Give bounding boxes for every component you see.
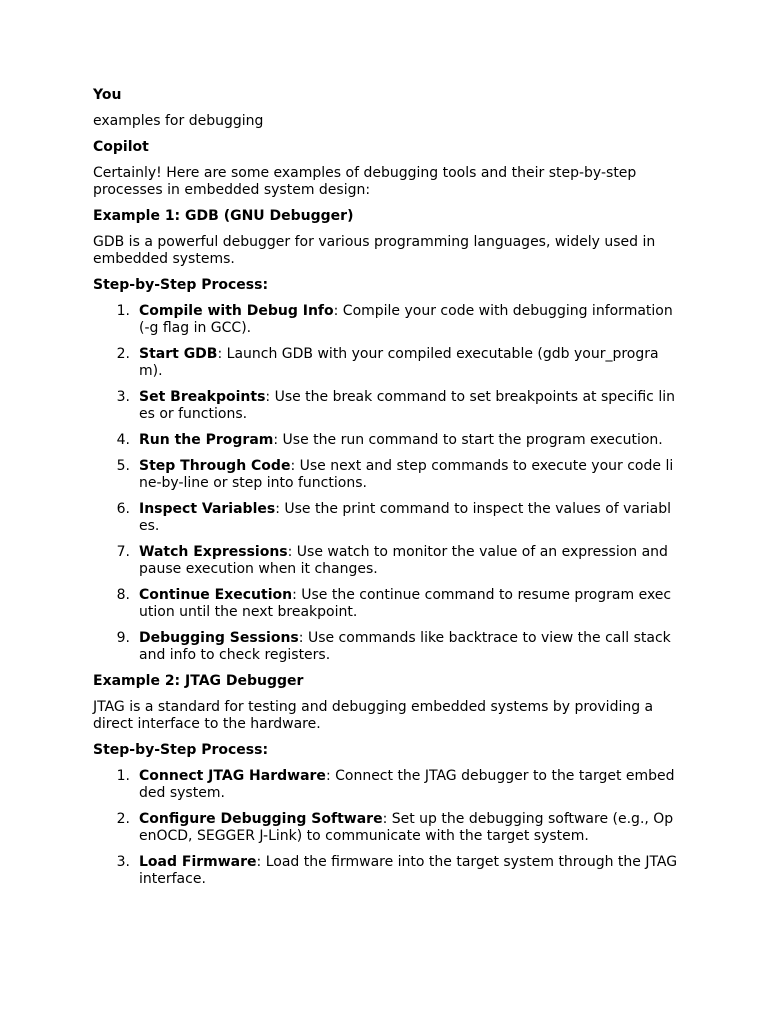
step-title: Set Breakpoints xyxy=(139,389,266,405)
step-text: : Use watch to monitor the value of an expression and pause execution when it changes. xyxy=(139,544,668,577)
list-number: 8. xyxy=(116,587,130,603)
example1-title: Example 1: GDB (GNU Debugger) xyxy=(93,208,354,224)
list-item xyxy=(93,389,678,423)
list-number: 7. xyxy=(116,544,130,560)
step-text: : Use next and step commands to execute your code line-by-line or step into functions. xyxy=(139,458,674,491)
intro-paragraph: Certainly! Here are some examples of debugging tools and their step-by-step processes in embedded system design: xyxy=(93,165,637,198)
list-number: 3. xyxy=(116,389,130,405)
step-title: Watch Expressions xyxy=(139,544,288,560)
step-title: Step Through Code xyxy=(139,458,291,474)
example2-steps-list xyxy=(93,768,678,888)
step-text: : Load the firmware into the target system through the JTAG interface. xyxy=(139,854,678,887)
list-item xyxy=(93,501,678,535)
step-title: Run the Program xyxy=(139,432,274,448)
example2-steps-heading: Step-by-Step Process: xyxy=(93,742,269,758)
step-title: Continue Execution xyxy=(139,587,293,603)
list-item xyxy=(93,458,678,492)
list-number: 9. xyxy=(116,630,130,646)
list-item xyxy=(93,432,678,449)
step-title: Start GDB xyxy=(139,346,218,362)
list-item xyxy=(93,811,678,845)
step-text: : Use the continue command to resume program execution until the next breakpoint. xyxy=(139,587,672,620)
list-item xyxy=(93,544,678,578)
list-number: 2. xyxy=(116,346,130,362)
list-item xyxy=(93,768,678,802)
list-item xyxy=(93,630,678,664)
list-number: 2. xyxy=(116,811,130,827)
step-text: : Use commands like backtrace to view the call stack and info to check registers. xyxy=(139,630,671,663)
step-text: : Use the run command to start the program execution. xyxy=(273,432,663,448)
step-text: : Launch GDB with your compiled executable (gdb your_program). xyxy=(139,346,659,379)
example2-description: JTAG is a standard for testing and debugging embedded systems by providing a direct interface to the hardware. xyxy=(93,699,654,732)
list-item xyxy=(93,854,678,888)
example1-steps-list xyxy=(93,303,678,664)
list-number: 1. xyxy=(116,303,130,319)
example1-steps-heading: Step-by-Step Process: xyxy=(93,277,269,293)
list-item xyxy=(93,346,678,380)
list-number: 5. xyxy=(116,458,130,474)
document-content xyxy=(93,87,678,897)
step-text: : Compile your code with debugging information (-g flag in GCC). xyxy=(139,303,673,336)
step-title: Connect JTAG Hardware xyxy=(139,768,326,784)
step-title: Compile with Debug Info xyxy=(139,303,334,319)
list-item xyxy=(93,303,678,337)
step-title: Load Firmware xyxy=(139,854,257,870)
list-item xyxy=(93,587,678,621)
list-number: 6. xyxy=(116,501,130,517)
step-text: : Connect the JTAG debugger to the target embedded system. xyxy=(139,768,675,801)
example2-title: Example 2: JTAG Debugger xyxy=(93,673,304,689)
step-text: : Use the print command to inspect the values of variables. xyxy=(139,501,672,534)
list-number: 3. xyxy=(116,854,130,870)
step-title: Debugging Sessions xyxy=(139,630,299,646)
you-label: You xyxy=(93,87,122,103)
list-number: 1. xyxy=(116,768,130,784)
step-text: : Use the break command to set breakpoints at specific lines or functions. xyxy=(139,389,675,422)
example1-description: GDB is a powerful debugger for various programming languages, widely used in embedded systems. xyxy=(93,234,656,267)
step-title: Inspect Variables xyxy=(139,501,276,517)
step-title: Configure Debugging Software xyxy=(139,811,383,827)
user-message: examples for debugging xyxy=(93,113,264,129)
copilot-label: Copilot xyxy=(93,139,149,155)
list-number: 4. xyxy=(116,432,130,448)
step-text: : Set up the debugging software (e.g., OpenOCD, SEGGER J-Link) to communicate with the target system. xyxy=(139,811,674,844)
